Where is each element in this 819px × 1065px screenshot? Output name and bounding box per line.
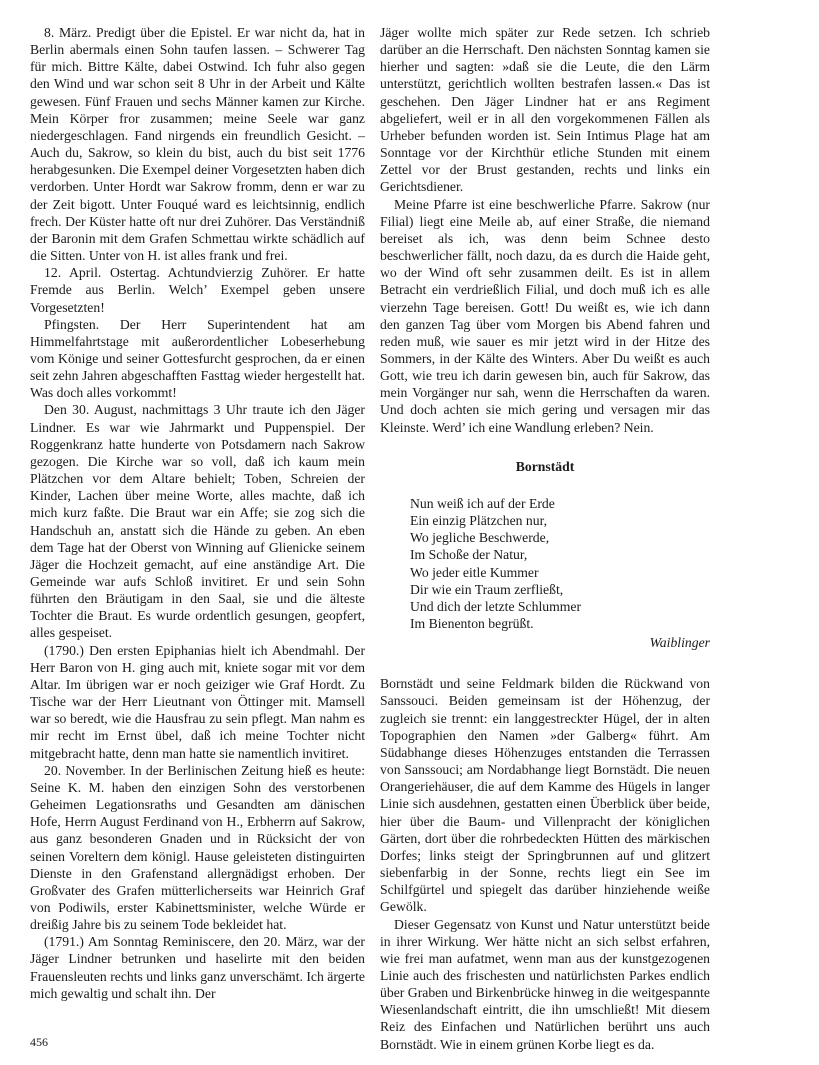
paragraph: Meine Pfarre ist eine beschwerliche Pfarre. Sakrow (nur Filial) liegt eine Meile ab, auf einer Straße, die niemand bereiset als ich, was denn beim Schnee desto beschwerlicher fällt, noch dazu, da es durch die Haide geht, wo der Wind oft sehr zusammen deilt. Es ist in allem Betracht ein verdrießlich Filial, und doch muß ich es alle vierzehn Tage bereisen. Gott! Du weißt es, wie ich dann den ganzen Tag über vom Morgen bis Abend fahren und reden muß, wie sauer es mir jetzt wird in der Hitze des Sommers, in der Kälte des Winters. Aber Du weißt es auch Gott, wie treu ich darin gewesen bin, auch für Sakrow, das mein Vorgänger nur sah, wenn die Herrschaften da waren. Und doch achten sie mich gering und versagen mir das Kleinste. Werd’ ich eine Wandlung erleben? Nein. xyxy=(380,196,710,435)
paragraph: (1790.) Den ersten Epiphanias hielt ich Abendmahl. Der Herr Baron von H. ging auch mit, kniete sogar mit vor dem Altar. Im übrigen war er noch geiziger wie Graf Hordt. Zu Tische war der Herr Lieutnant von Öttinger mit. Mamsell war so beredt, wie die Hausfrau zu sein pflegt. Man nahm es mir recht im Ernst übel, daß ich meine Tochter nicht mitgebracht hatte, denn man hatte sie namentlich invitiret. xyxy=(30,642,365,761)
paragraph: 12. April. Ostertag. Achtundvierzig Zuhörer. Er hatte Fremde aus Berlin. Welch’ Exempel geben unsere Vorgesetzten! xyxy=(30,265,365,315)
poem-line: Wo jegliche Beschwerde, xyxy=(410,530,550,546)
poem-line: Und dich der letzte Schlummer xyxy=(410,598,582,614)
poem-title: Bornstädt xyxy=(515,458,575,474)
left-column xyxy=(30,24,365,1002)
paragraph: Den 30. August, nachmittags 3 Uhr traute ich den Jäger Lindner. Es war wie Jahrmarkt und Puppenspiel. Der Roggenkranz hatte hunderte von Potsdamern nach Sakrow gezogen. Die Kirche war so voll, daß ich kaum mein Plätzchen vor dem Altare behielt; Toben, Schreien der Kinder, Lachen über meine Worte, alles machte, daß ich mich kurz faßte. Die Braut war ein Affe; sie zog sich die Handschuh an, anstatt sich die Hände zu geben. An eben dem Tage hat der Oberst von Winning auf Glienicke seinem Jäger die Hochzeit gemacht, auf eine anständige Art. Die Gemeinde war aufs Schloß invitiret. Er und sein Sohn führten den Bräutigam in den Saal, sie und die älteste Tochter die Braut. Es wurde ordentlich gesungen, geopfert, alles gespeiset. xyxy=(30,402,365,641)
poem-line: Dir wie ein Traum zerfließt, xyxy=(410,581,564,597)
paragraph: (1791.) Am Sonntag Reminiscere, den 20. März, war der Jäger Lindner betrunken und haselirte mit den beiden Frauensleuten rechts und links ganz unverschämt. Ich ärgerte mich gewaltig und schalt ihn. Der xyxy=(30,934,365,1001)
poem-line: Nun weiß ich auf der Erde xyxy=(410,495,555,511)
paragraph: 8. März. Predigt über die Epistel. Er war nicht da, hat in Berlin abermals einen Sohn taufen lassen. – Schwerer Tag für mich. Bittre Kälte, dabei Ostwind. Ich fuhr also gegen den Wind und war schon seit 8 Uhr in der Arbeit und Kälte gewesen. Fünf Frauen und sechs Männer kamen zur Kirche. Mein Körper fror zusammen; meine Seele war ganz niedergeschlagen. Fand nirgends ein freundlich Gesicht. – Auch du, Sakrow, so klein du bist, auch du bist seit 1776 herabgesunken. Die Exempel deiner Vorgesetzten haben dich verdorben. Unter Hordt war Sakrow fromm, denn er war zu der Zeit bigott. Unter Fouqué ward es leichtsinnig, endlich frech. Der Küster hatte oft nur drei Zuhörer. Das Verständniß der Baronin mit dem Grafen Schmettau wirkte schädlich auf die Sitten. Unter von H. ist alles frank und frei. xyxy=(30,25,365,264)
page-number: 456 xyxy=(30,1035,48,1049)
poem-line: Im Bienenton begrüßt. xyxy=(410,616,534,631)
paragraph: Dieser Gegensatz von Kunst und Natur unterstützt beide in ihrer Wirkung. Wer hätte nicht an sich selbst erfahren, wie frei man aufatmet, wenn man aus der kunstgezogenen Linie auch des frischesten und natürlichsten Parkes endlich über Graben und Birkenbrücke hinweg in die weitgespannte Wiesenlandschaft eintritt, die ihn umschließt! Mit diesem Reiz des Einfachen und Natürlichen berührt uns auch Bornstädt. Wie in einem grünen Korbe liegt es da. xyxy=(380,916,710,1052)
paragraph-continuation: Jäger wollte mich später zur Rede setzen. Ich schrieb darüber an die Herrschaft. Den nächsten Sonntag kamen sie hierher und sagten: »daß sie die Leute, die den Lärm unterstützt, gerichtlich wollten bestrafen lassen.« Das ist geschehen. Den Jäger Lindner hat er ans Regiment abgeliefert, weil er in all den vorgekommenen Fällen als Urheber befunden worden ist. Sein Intimus Plage hat am Sonntage vor der Kirchthür etliche Stunden mit einem Zettel vor der Brust gestanden, rechts und links ein Gerichtsdiener. xyxy=(380,25,710,195)
poem-author: Waiblinger xyxy=(649,635,710,651)
poem-line: Ein einzig Plätzchen nur, xyxy=(410,513,548,529)
paragraph: Bornstädt und seine Feldmark bilden die Rückwand von Sanssouci. Beiden gemeinsam ist der Höhenzug, der zugleich sie trennt: ein langgestreckter Hügel, der in alten Topographien den Namen »der Galberg« führt. Am Südabhange dieses Höhenzuges entstanden die Terrassen von Sanssouci; am Nordabhange liegt Bornstädt. Die neuen Orangeriehäuser, die auf dem Kamme des Hügels in langer Linie sich ausdehnen, gestatten einen Überblick über beide, hier über die Baum- und Villenpracht der königlichen Gärten, dort über die rohrbedeckten Hütten des märkischen Dorfes; links steigt der Springbrunnen auf und glitzert siebenfarbig in der Sonne, rechts liegt ein See im Schilfgürtel und spiegelt das darüber hinziehende weiße Gewölk. xyxy=(380,676,710,915)
poem-line: Wo jeder eitle Kummer xyxy=(410,564,539,580)
poem-line: Im Schoße der Natur, xyxy=(410,547,528,563)
right-column xyxy=(380,24,710,1053)
paragraph: Pfingsten. Der Herr Superintendent hat am Himmelfahrtstage mit außerordentlicher Lobeserhebung vom Könige und seiner Gottesfurcht gesprochen, da er einen seit zehn Jahren abgeschafften Fasttag wieder hergestellt hat. Was doch alles vorkommt! xyxy=(30,316,365,401)
poem xyxy=(410,495,710,632)
paragraph: 20. November. In der Berlinischen Zeitung hieß es heute: Seine K. M. haben den einzigen Sohn des verstorbenen Geheimen Legationsraths und Gesandten am dänischen Hofe, Herrn August Ferdinand von H., Erbherrn auf Sakrow, aus ganz besonderen Gnaden und in Rücksicht der von seinen Voreltern dem königl. Hause geleisteten distinguirten Dienste in den Grafenstand allergnädigst erhoben. Der Großvater des Grafen mütterlicherseits war Heinrich Graf von Podiwils, erster Kabinettsminister, welche Würde er dreißig Jahre bis zu seinem Tode bekleidet hat. xyxy=(30,762,365,933)
